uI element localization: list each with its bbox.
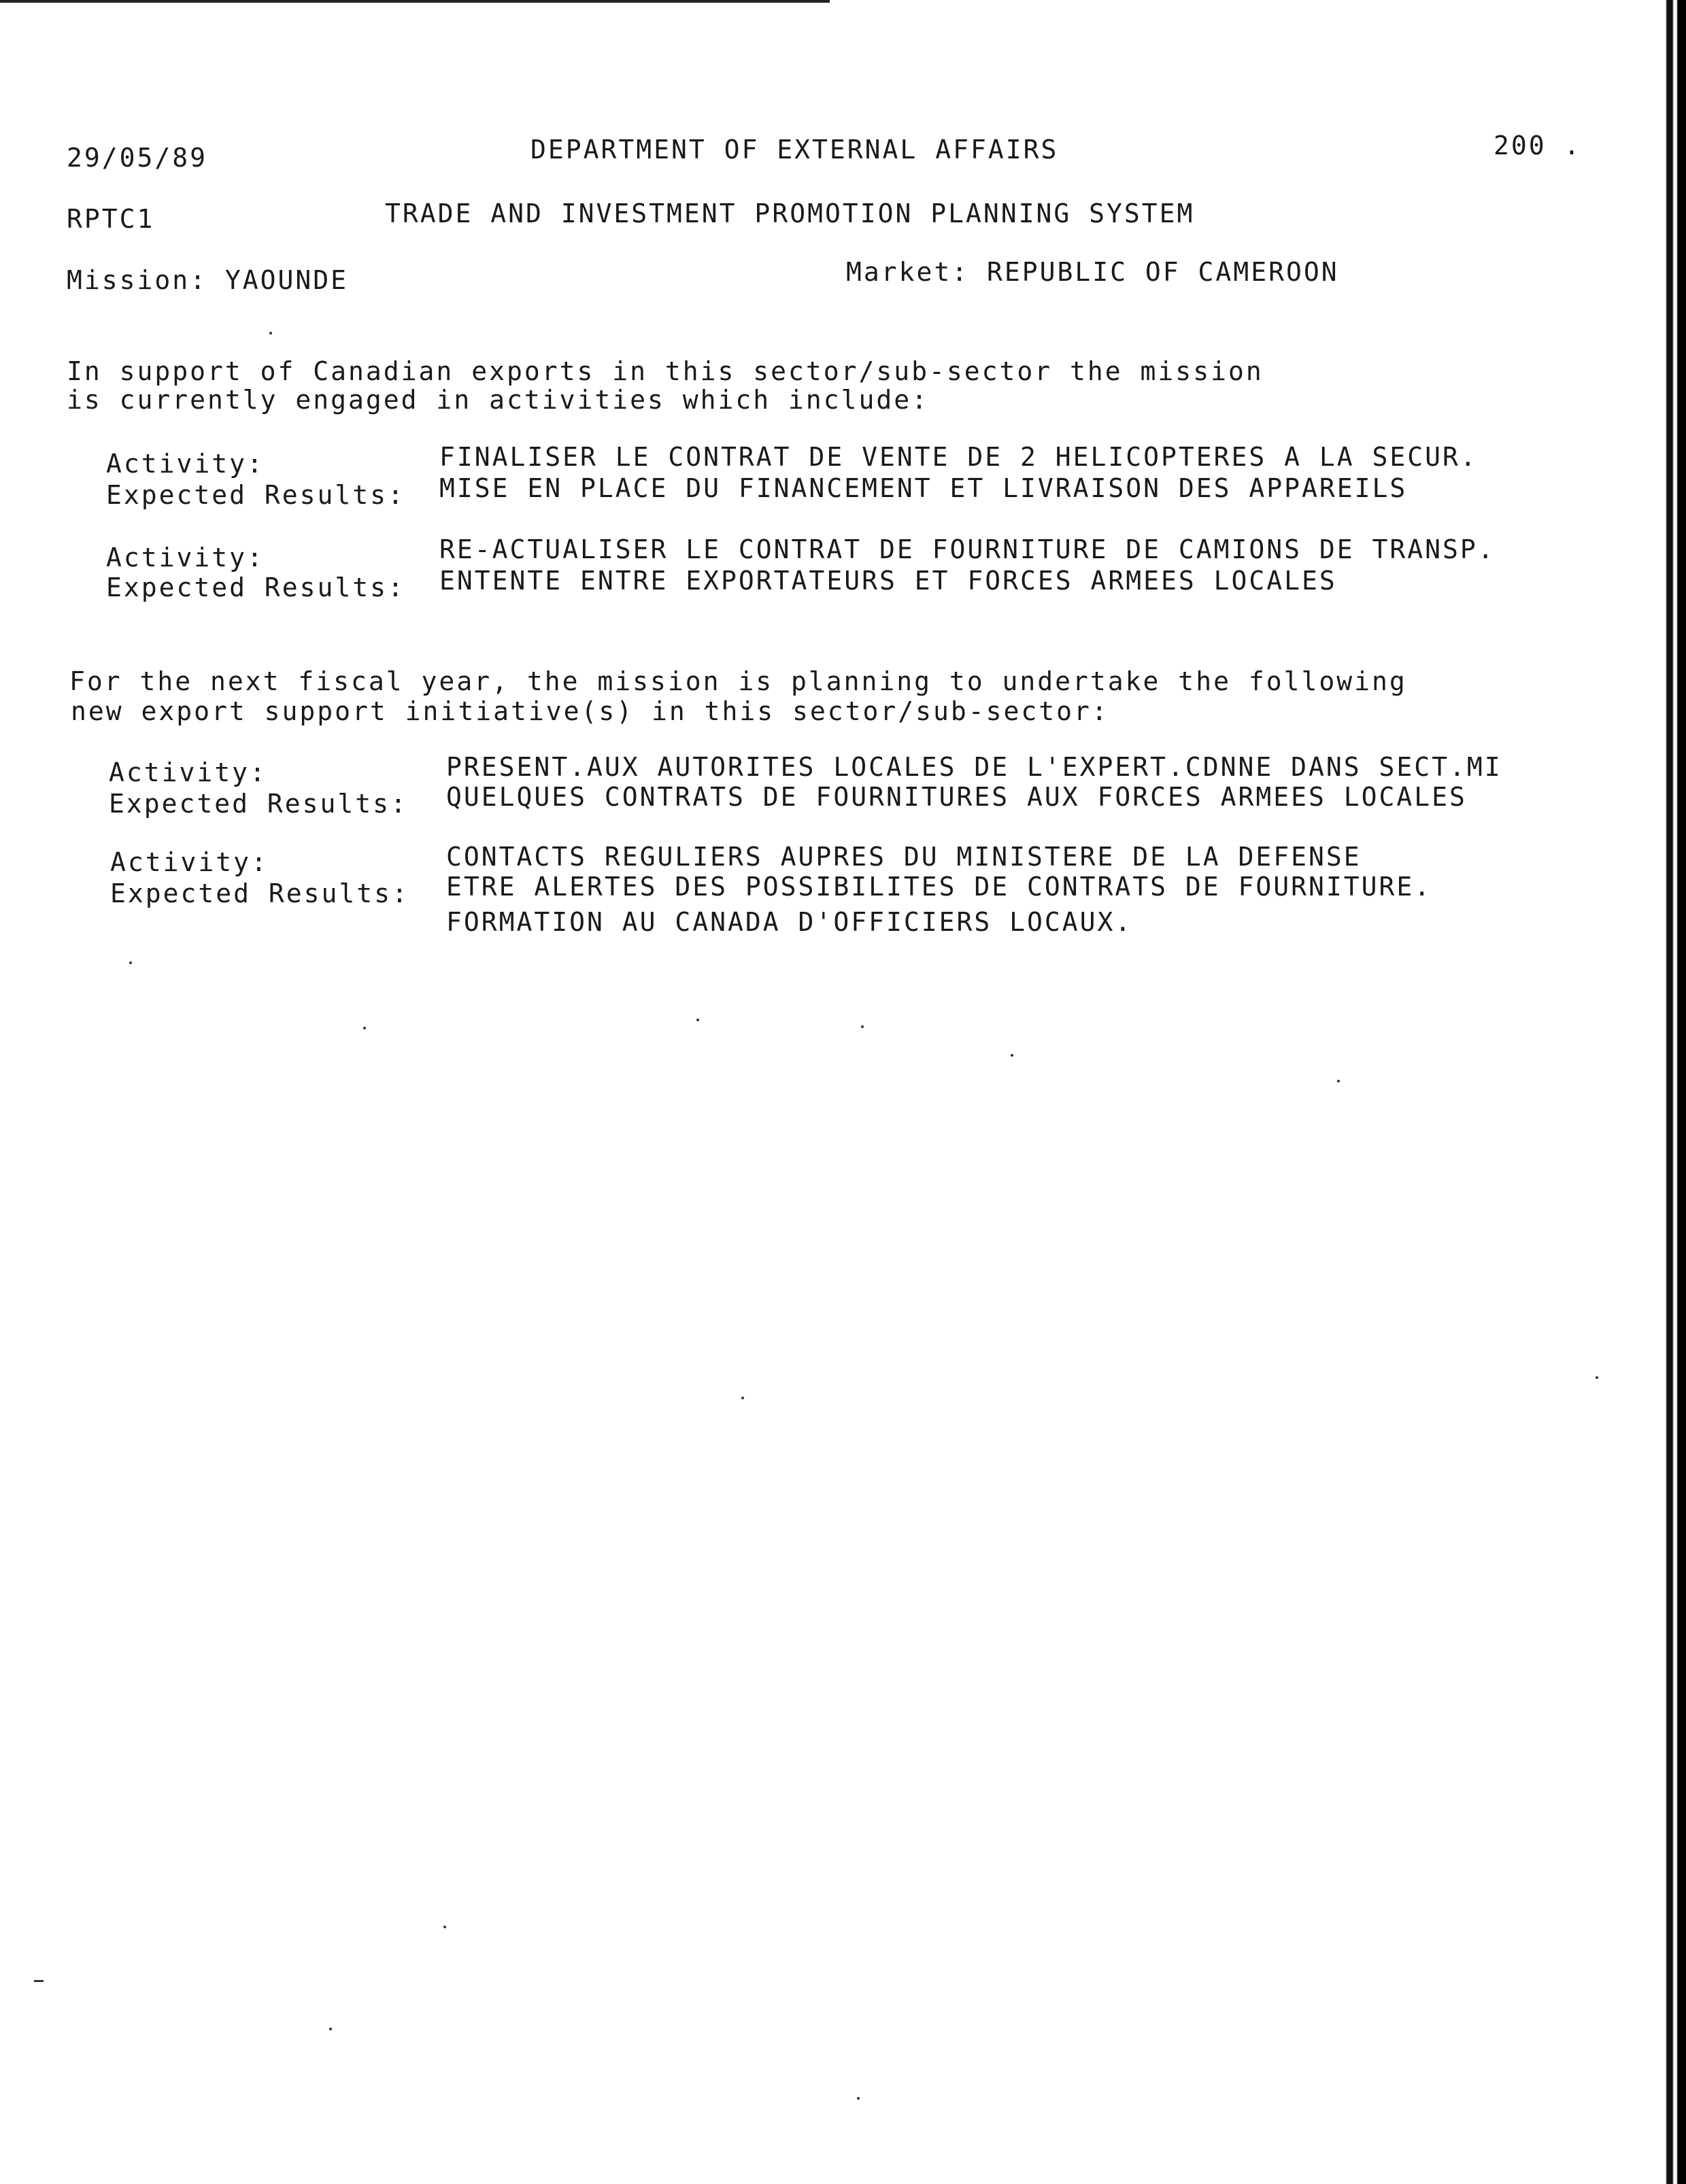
scan-speck — [857, 2097, 860, 2100]
activity-text: CONTACTS REGULIERS AUPRES DU MINISTERE DE LA DEFENSE — [446, 842, 1362, 872]
activity-label: Activity: — [106, 543, 265, 573]
activity-text: PRESENT.AUX AUTORITES LOCALES DE L'EXPERT.CDNNE DANS SECT.MI — [446, 752, 1502, 782]
activity-label: Activity: — [110, 847, 269, 877]
planned-intro-line-1: For the next fiscal year, the mission is planning to undertake the following — [69, 666, 1407, 696]
expected-results-text: ENTENTE ENTRE EXPORTATEURS ET FORCES ARMEES LOCALES — [439, 566, 1337, 596]
system-title: TRADE AND INVESTMENT PROMOTION PLANNING SYSTEM — [385, 199, 1195, 228]
expected-results-label: Expected Results: — [106, 480, 405, 510]
scan-speck — [34, 1980, 44, 1982]
expected-results-label: Expected Results: — [106, 573, 405, 602]
mission-label: Mission: YAOUNDE — [67, 265, 349, 295]
activity-text: FINALISER LE CONTRAT DE VENTE DE 2 HELICOPTERES A LA SECUR. — [439, 442, 1478, 472]
scan-speck — [363, 1027, 366, 1029]
scan-speck — [741, 1397, 744, 1399]
planned-intro-line-2: new export support initiative(s) in this sector/sub-sector: — [71, 696, 1109, 726]
current-intro-line-2: is currently engaged in activities which include: — [67, 385, 930, 415]
expected-results-text: MISE EN PLACE DU FINANCEMENT ET LIVRAISON DES APPAREILS — [439, 473, 1408, 503]
expected-results-text-continued: FORMATION AU CANADA D'OFFICIERS LOCAUX. — [446, 907, 1133, 937]
scan-speck — [696, 1019, 699, 1021]
scan-right-edge — [1660, 0, 1686, 2184]
scan-top-rule — [0, 0, 830, 3]
activity-text: RE-ACTUALISER LE CONTRAT DE FOURNITURE DE CAMIONS DE TRANSP. — [439, 534, 1496, 564]
scan-speck — [443, 1926, 446, 1928]
report-date: 29/05/89 — [67, 143, 208, 173]
current-intro-line-1: In support of Canadian exports in this sector/sub-sector the mission — [67, 356, 1264, 386]
scan-speck — [1011, 1054, 1013, 1057]
report-code: RPTC1 — [67, 204, 155, 234]
page-number: 200 . — [1494, 131, 1582, 160]
expected-results-text: ETRE ALERTES DES POSSIBILITES DE CONTRATS DE FOURNITURE. — [446, 872, 1432, 902]
expected-results-text: QUELQUES CONTRATS DE FOURNITURES AUX FORCES ARMEES LOCALES — [446, 782, 1467, 812]
market-label: Market: REPUBLIC OF CAMEROON — [846, 257, 1339, 287]
scan-speck — [1596, 1376, 1598, 1379]
expected-results-label: Expected Results: — [110, 878, 409, 908]
activity-label: Activity: — [106, 449, 265, 479]
activity-label: Activity: — [109, 757, 267, 787]
scan-speck — [861, 1025, 864, 1028]
scan-speck — [129, 961, 132, 964]
scan-speck — [1337, 1080, 1340, 1082]
scan-speck — [269, 332, 272, 335]
department-title: DEPARTMENT OF EXTERNAL AFFAIRS — [530, 135, 1059, 165]
scan-speck — [329, 2028, 332, 2030]
expected-results-label: Expected Results: — [109, 789, 408, 819]
